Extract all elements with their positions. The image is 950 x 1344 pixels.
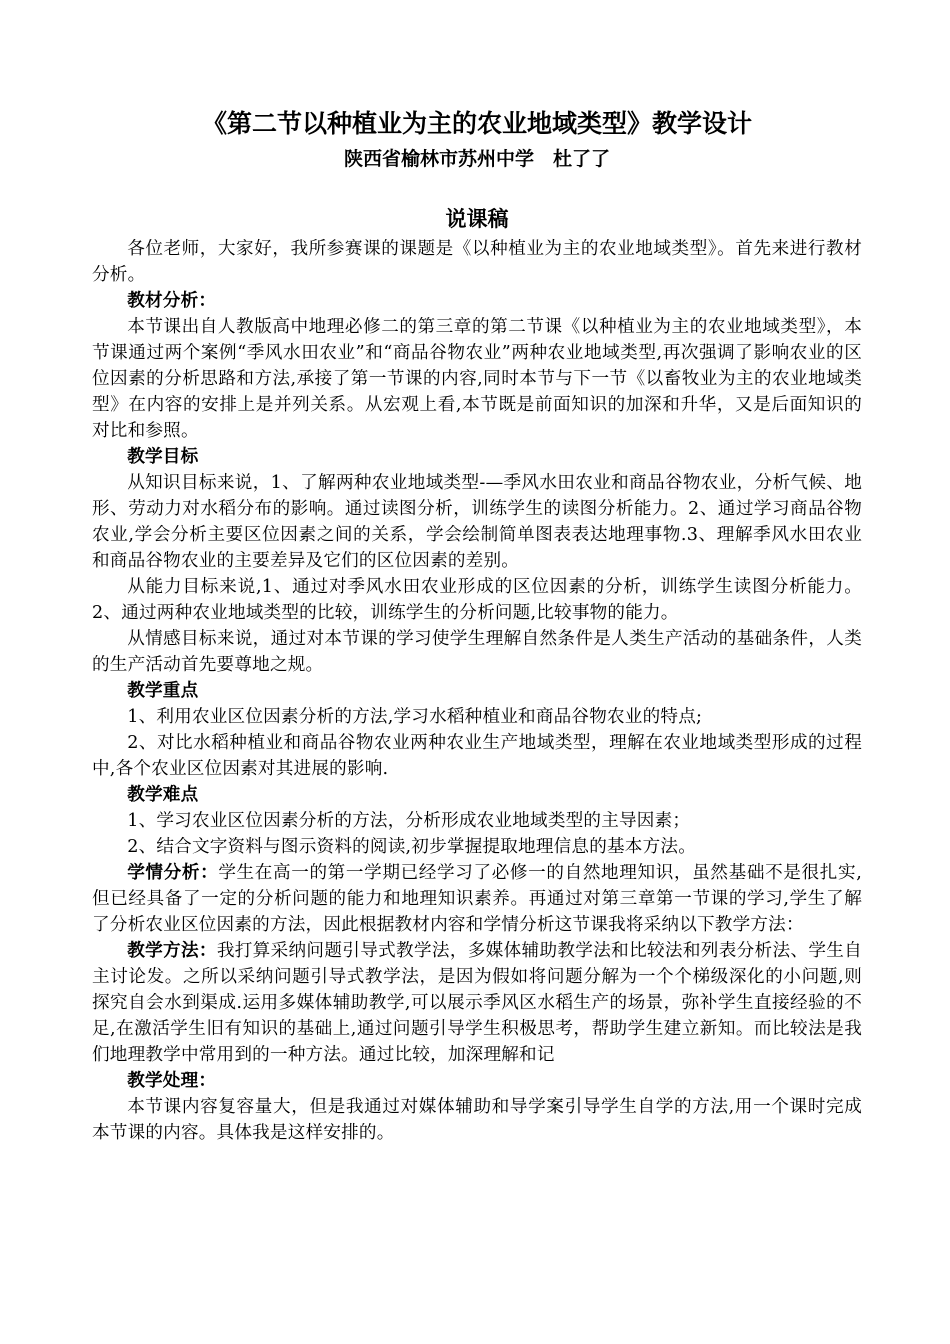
students-heading: 学情分析： (127, 862, 219, 883)
author-line: 陕西省榆林市苏州中学 杜了了 (343, 148, 610, 170)
key-points-heading: 教学重点 (127, 680, 199, 701)
methods-text: 我打算采纳问题引导式教学法，多媒体辅助教学法和比较法和列表分析法、学生自主讨论发。之所以采纳问题引导式教学法，是因为假如将问题分解为一个个梯级深化的小问题,则探究自会水到渠成.运用多媒体辅助教学,可以展示季风区水稻生产的场景，弥补学生直接经验的不足,在激活学生旧有知识的基础上,通过问题引导学生积极思考，帮助学生建立新知。而比较法是我们地理教学中常用到的一种方法。通过比较，加深理解和记 (92, 941, 862, 1065)
material-heading: 教材分析： (127, 290, 217, 311)
goals-heading: 教学目标 (127, 446, 199, 467)
goals-emotion-paragraph: 从情感目标来说，通过对本节课的学习使学生理解自然条件是人类生产活动的基础条件，人类的生产活动首先要尊地之规。 (92, 629, 862, 675)
key-point-2: 2、对比水稻种植业和商品谷物农业两种农业生产地域类型，理解在农业地域类型形成的过程中,各个农业区位因素对其进展的影响. (92, 733, 862, 779)
process-paragraph: 本节课内容复容量大，但是我通过对媒体辅助和导学案引导学生自学的方法,用一个课时完成本节课的内容。具体我是这样安排的。 (92, 1097, 862, 1143)
goals-knowledge-paragraph: 从知识目标来说，1、了解两种农业地域类型-—季风水田农业和商品谷物农业，分析气候、地形、劳动力对水稻分布的影响。通过读图分析，训练学生的读图分析能力。2、通过学习商品谷物农业,学会分析主要区位因素之间的关系，学会绘制简单图表表达地理事物.3、理解季风水田农业和商品谷物农业的主要差异及它们的区位因素的差别。 (92, 473, 862, 571)
difficult-point-1: 1、学习农业区位因素分析的方法，分析形成农业地域类型的主导因素； (127, 811, 691, 831)
difficult-points-heading: 教学难点 (127, 784, 199, 805)
intro-paragraph: 各位老师，大家好，我所参赛课的课题是《以种植业为主的农业地域类型》。首先来进行教材分析。 (92, 239, 862, 285)
difficult-point-2: 2、结合文字资料与图示资料的阅读,初步掌握提取地理信息的基本方法。 (127, 837, 696, 857)
section-title: 说课稿 (445, 206, 509, 231)
material-paragraph: 本节课出自人教版高中地理必修二的第三章的第二节课《以种植业为主的农业地域类型》，本节课通过两个案例“季风水田农业”和“商品谷物农业”两种农业地域类型,再次强调了影响农业的区位因素的分析思路和方法,承接了第一节课的内容,同时本节与下一节《以畜牧业为主的农业地域类型》在内容的安排上是并列关系。从宏观上看,本节既是前面知识的加深和升华，又是后面知识的对比和参照。 (92, 317, 862, 441)
methods-heading: 教学方法： (127, 940, 217, 961)
students-text: 学生在高一的第一学期已经学习了必修一的自然地理知识，虽然基础不是很扎实,但已经具备了一定的分析问题的能力和地理知识素养。再通过对第三章第一节课的学习,学生了解了分析农业区位因素的方法，因此根据教材内容和学情分析这节课我将采纳以下教学方法： (92, 863, 862, 935)
document-title: 《第二节以种植业为主的农业地域类型》教学设计 (201, 109, 752, 138)
document-body (92, 236, 862, 1146)
methods-paragraph (92, 938, 862, 1068)
document-page (92, 106, 862, 1146)
students-analysis-paragraph (92, 860, 862, 938)
key-point-1: 1、利用农业区位因素分析的方法,学习水稻种植业和商品谷物农业的特点; (127, 707, 703, 727)
goals-ability-paragraph: 从能力目标来说,1、通过对季风水田农业形成的区位因素的分析，训练学生读图分析能力。2、通过两种农业地域类型的比较，训练学生的分析问题,比较事物的能力。 (92, 577, 862, 623)
process-heading: 教学处理： (127, 1070, 217, 1091)
